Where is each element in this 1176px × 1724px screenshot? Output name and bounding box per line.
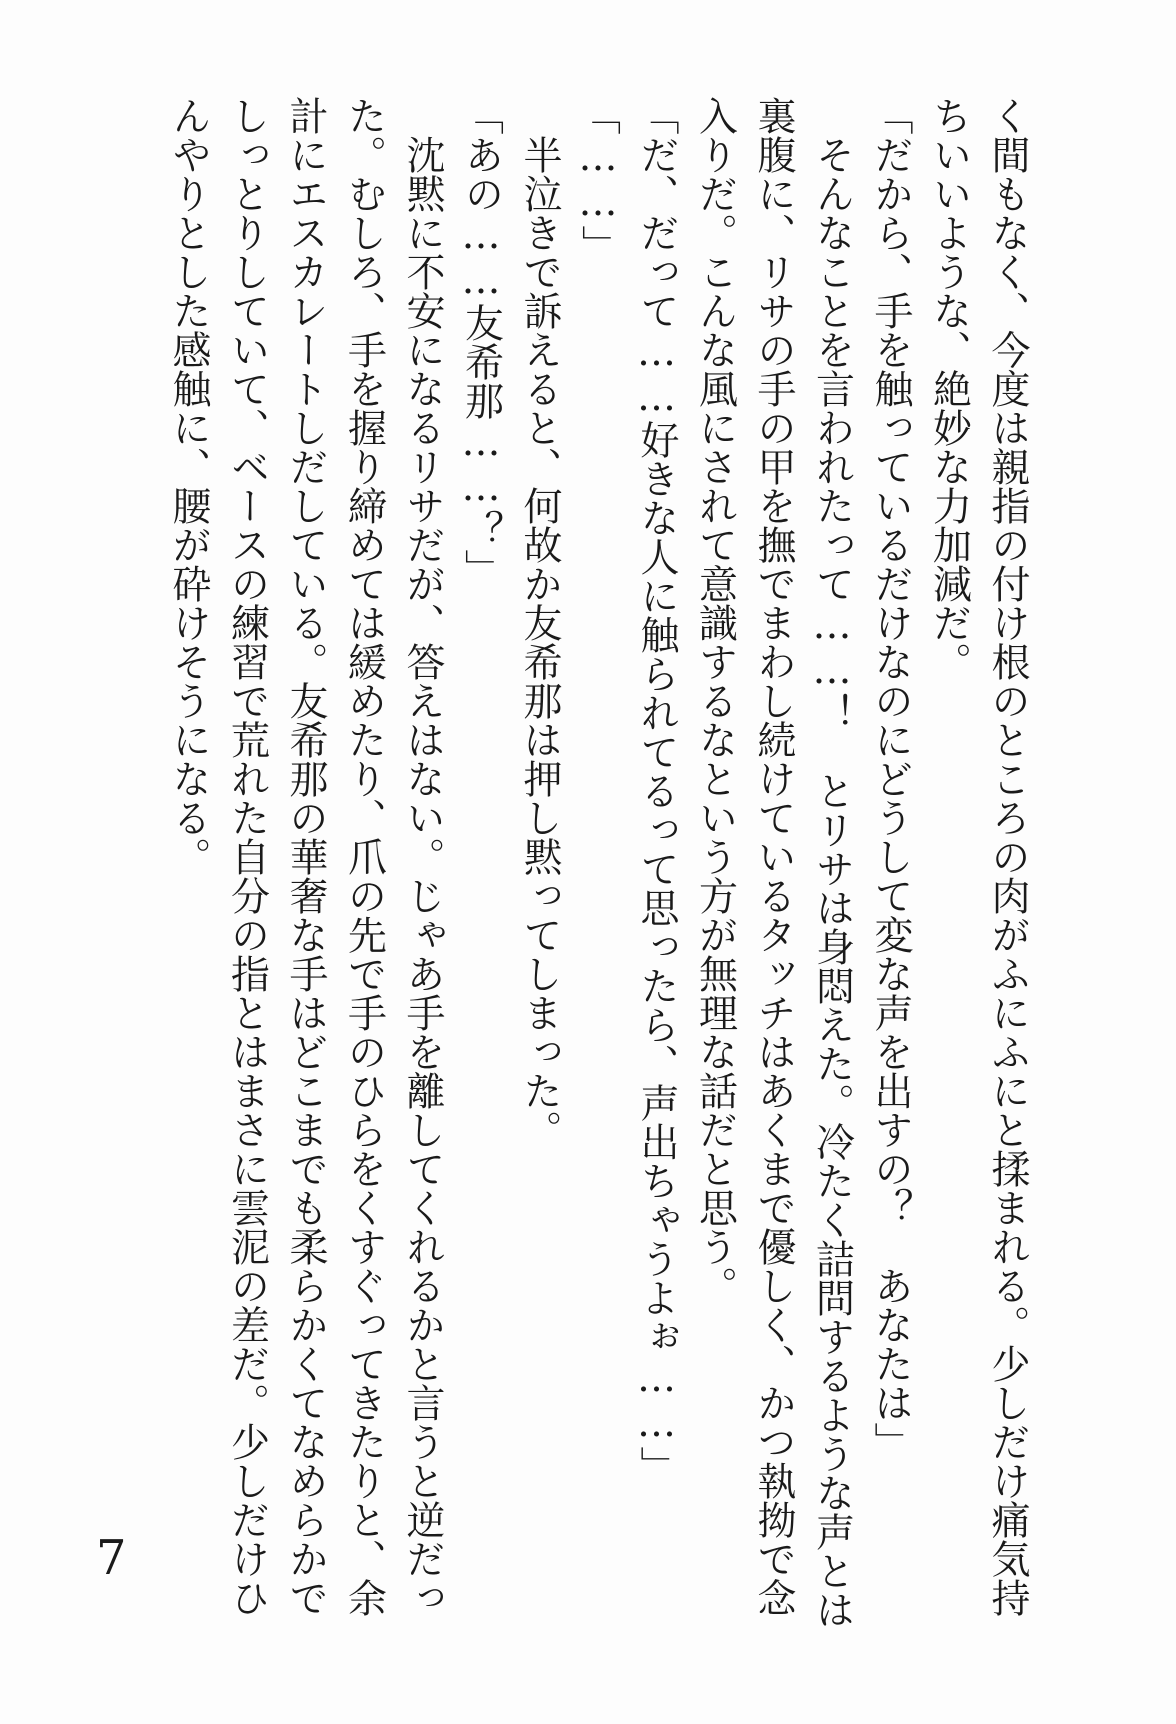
text-line: んやりとした感触に、腰が砕けそうになる。 bbox=[166, 96, 211, 876]
text-line: 「だ、だって……好きな人に触られてるって思ったら、声出ちゃうよぉ……」 bbox=[634, 96, 679, 1485]
text-line: く間もなく、今度は親指の付け根のところの肉がふにふにと揉まれる。少しだけ痛気持 bbox=[985, 96, 1030, 1617]
text-line: しっとりしていて、ベースの練習で荒れた自分の指とはまさに雲泥の差だ。少しだけひ bbox=[224, 96, 270, 1617]
text-line: 「だから、手を触っているだけなのにどうして変な声を出すの？ あなたは」 bbox=[868, 96, 913, 1461]
text-line: 裏腹に、リサの手の甲を撫でまわし続けているタッチはあくまで優しく、かつ執拗で念 bbox=[751, 96, 796, 1617]
text-line: 「……」 bbox=[575, 96, 621, 264]
text-line: 計にエスカレートしだしている。友希那の華奢な手はどこまでも柔らかくてなめらかで bbox=[283, 96, 328, 1617]
vertical-text-body bbox=[136, 96, 1036, 1629]
text-line: 沈黙に不安になるリサだが、答えはない。じゃあ手を離してくれるかと言うと逆だっ bbox=[400, 96, 445, 1617]
text-line: 半泣きで訴えると、何故か友希那は押し黙ってしまった。 bbox=[517, 96, 562, 1149]
text-line: 入りだ。こんな風にされて意識するなという方が無理な話だと思う。 bbox=[692, 96, 738, 1305]
text-line: そんなことを言われたって……！ とリサは身悶えた。冷たく詰問するような声とは bbox=[809, 96, 855, 1629]
text-line: 「あの……友希那……？」 bbox=[458, 96, 504, 588]
page-number: 7 bbox=[96, 1530, 127, 1586]
text-line: た。むしろ、手を握り締めては緩めたり、爪の先で手のひらをくすぐってきたりと、余 bbox=[341, 96, 387, 1617]
text-line: ちいいような、絶妙な力加減だ。 bbox=[926, 96, 972, 681]
